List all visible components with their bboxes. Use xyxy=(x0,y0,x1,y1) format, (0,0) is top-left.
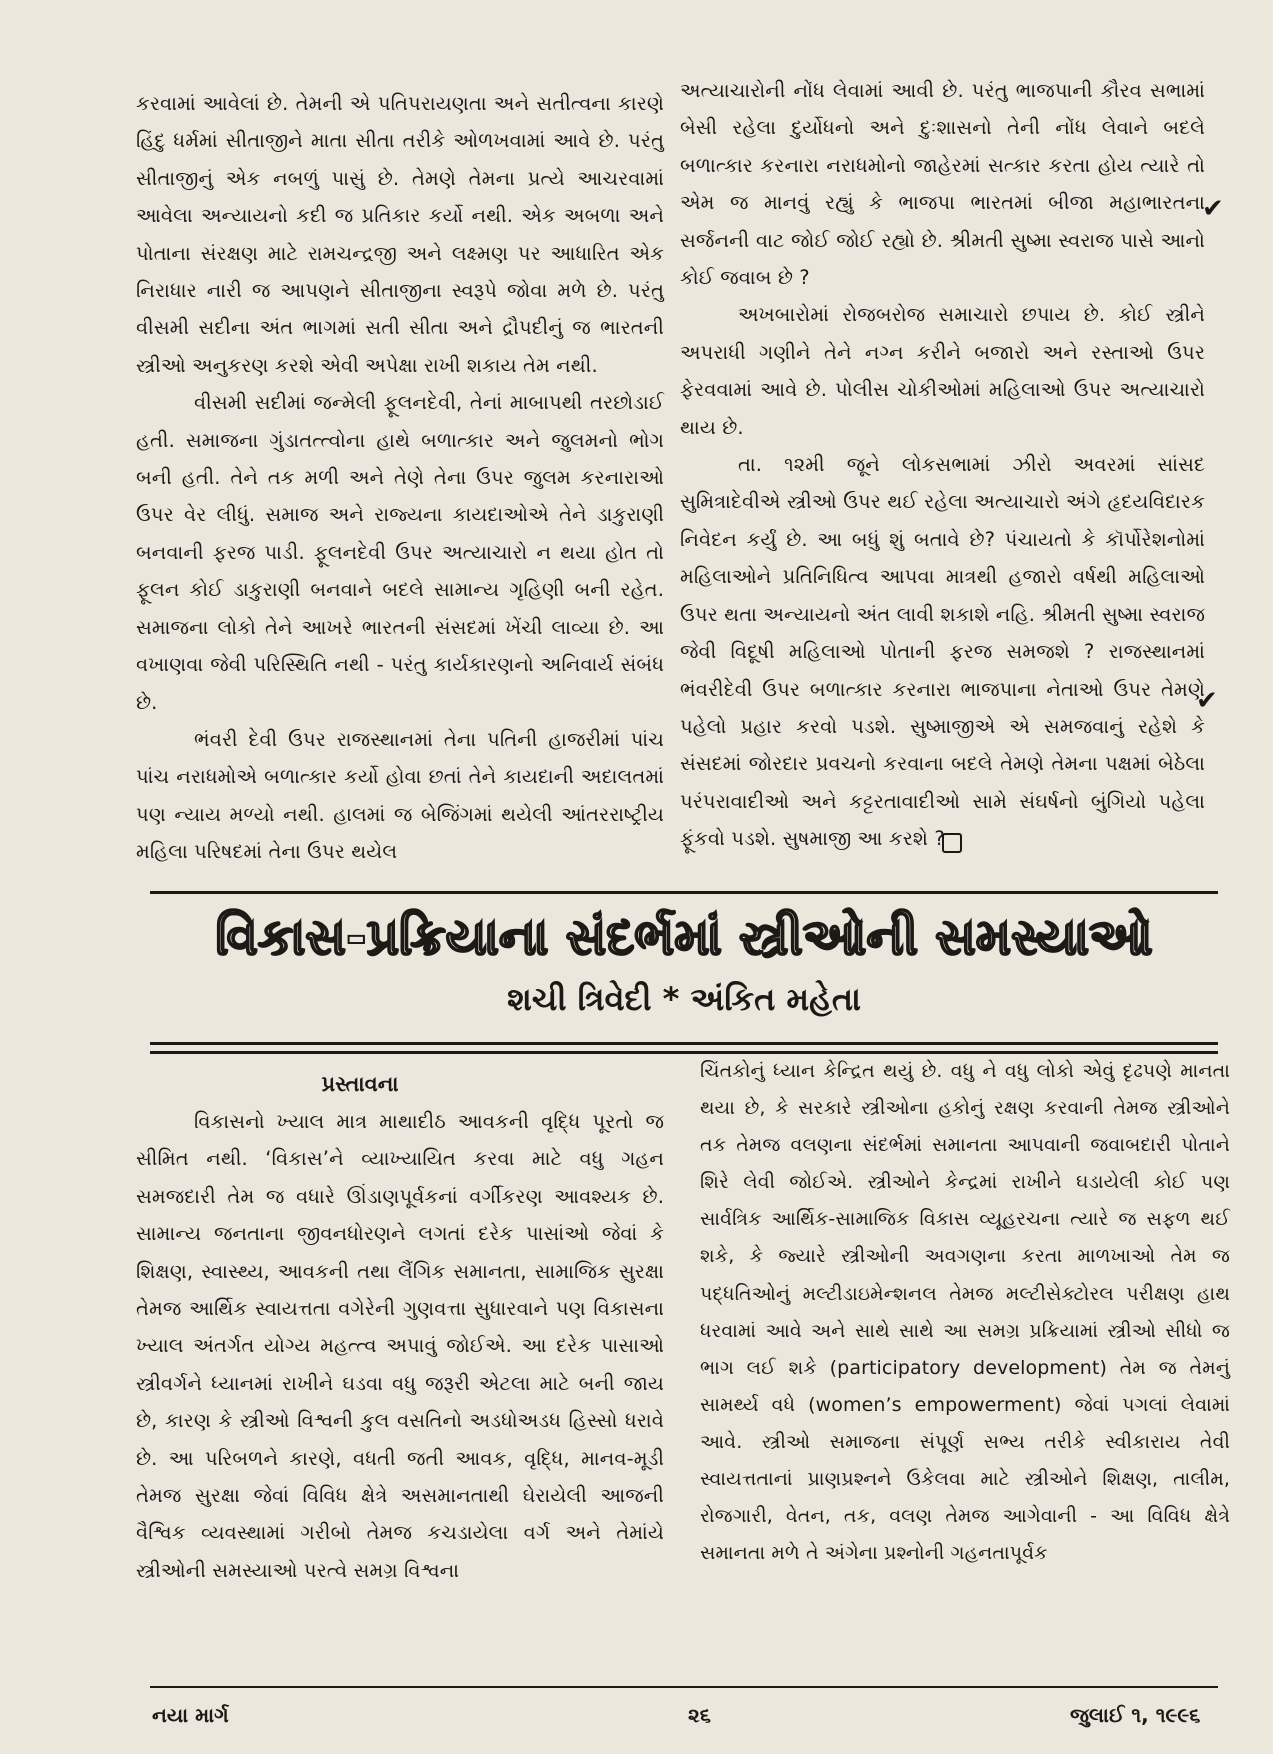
paragraph: ચિંતકોનું ધ્યાન કેન્દ્રિત થયું છે. વધુ ને વધુ લોકો એવું દૃઢપણે માનતા થયા છે, કે સરકારે સ્ત્રીઓના હકોનું રક્ષણ કરવાની તેમજ સ્ત્રીઓને તક તેમજ વલણના સંદર્ભમાં સમાનતા આપવાની જવાબદારી પોતાને શિરે લેવી જોઈએ. સ્ત્રીઓને કેન્દ્રમાં રાખીને ઘડાયેલી કોઈ પણ સાર્વત્રિક આર્થિક-સામાજિક વિકાસ વ્યૂહરચના ત્યારે જ સફળ થઈ શકે, કે જ્યારે સ્ત્રીઓની અવગણના કરતા માળખાઓ તેમ જ પદ્ધતિઓનું મલ્ટીડાઇમેન્શનલ તેમજ મલ્ટીસેક્ટોરલ પરીક્ષણ હાથ ધરવામાં આવે અને સાથે સાથે આ સમગ્ર પ્રક્રિયામાં સ્ત્રીઓ સીધો જ ભાગ લઈ શકે (participatory development) તેમ જ તેમનું સામર્થ્ય વધે (women’s empowerment) જેવાં પગલાં લેવામાં આવે. સ્ત્રીઓ સમાજના સંપૂર્ણ સભ્ય તરીકે સ્વીકારાય તેવી સ્વાયત્તતાનાં પ્રાણપ્રશ્નને ઉકેલવા માટે સ્ત્રીઓને શિક્ષણ, તાલીમ, રોજગારી, વેતન, તક, વલણ તેમજ આગેવાની - આ વિવિધ ક્ષેત્રે સમાનતા મળે તે અંગેના પ્રશ્નોની ગહનતાપૂર્વક xyxy=(700,1060,1230,1565)
section-heading: પ્રસ્તાવના xyxy=(321,1072,399,1096)
paragraph: અત્યાચારોની નોંધ લેવામાં આવી છે. પરંતુ ભાજપાની કૌરવ સભામાં બેસી રહેલા દુર્યોધનો અને દુઃશાસનો તેની નોંધ લેવાને બદલે બળાત્કાર કરનારા નરાધમોનો જાહેરમાં સત્કાર કરતા હોય ત્યારે તો એમ જ માનવું રહ્યું કે ભાજપા ભારતમાં બીજા મહાભારતના સર્જનની વાટ જોઈ જોઈ રહ્યો છે. શ્રીમતી સુષ્મા સ્વરાજ પાસે આનો કોઈ જવાબ છે ? xyxy=(680,79,1205,290)
previous-article-right-column xyxy=(680,72,1205,858)
end-of-article-box-icon xyxy=(942,833,962,853)
paragraph: વીસમી સદીમાં જન્મેલી ફૂલનદેવી, તેનાં માબાપથી તરછોડાઈ હતી. સમાજના ગુંડાતત્ત્વોના હાથે બળાત્કાર અને જુલમનો ભોગ બની હતી. તેને તક મળી અને તેણે તેના ઉપર જુલમ કરનારાઓ ઉપર વેર લીધું. સમાજ અને રાજ્યના કાયદાઓએ તેને ડાકુરાણી બનવાની ફરજ પાડી. ફૂલનદેવી ઉપર અત્યાચારો ન થયા હોત તો ફૂલન કોઈ ડાકુરાણી બનવાને બદલે સામાન્ય ગૃહિણી બની રહેત. સમાજના લોકો તેને આખરે ભારતની સંસદમાં ખેંચી લાવ્યા છે. આ વખાણવા જેવી પરિસ્થિતિ નથી - પરંતુ કાર્યકારણનો અનિવાર્ય સંબંધ છે. xyxy=(136,391,664,714)
article-authors: શચી ત્રિવેદી * અંકિત મહેતા xyxy=(507,980,861,1018)
article-left-column xyxy=(136,1065,664,1589)
paragraph: તા. ૧૨મી જૂને લોકસભામાં ઝીરો અવરમાં સાંસદ સુમિત્રાદેવીએ સ્ત્રીઓ ઉપર થઈ રહેલા અત્યાચારો અંગે હૃદયવિદારક નિવેદન કર્યું છે. આ બધું શું બતાવે છે? પંચાયતો કે કૉર્પોરેશનોમાં મહિલાઓને પ્રતિનિધિત્વ આપવા માત્રથી હજારો વર્ષથી મહિલાઓ ઉપર થતા અન્યાયનો અંત લાવી શકાશે નહિ. શ્રીમતી સુષ્મા સ્વરાજ જેવી વિદૂષી મહિલાઓ પોતાની ફરજ સમજશે ? રાજસ્થાનમાં ભંવરીદેવી ઉપર બળાત્કાર કરનારા ભાજપાના નેતાઓ ઉપર તેમણે પહેલો પ્રહાર કરવો પડશે. સુષ્માજીએ એ સમજવાનું રહેશે કે સંસદમાં જોરદાર પ્રવચનો કરવાના બદલે તેમણે તેમના પક્ષમાં બેઠેલા પરંપરાવાદીઓ અને કટ્ટરતાવાદીઓ સામે સંઘર્ષનો બુંગિયો પહેલા ફૂંકવો પડશે. સુષમાજી આ કરશે ? xyxy=(680,453,1205,851)
page-number: ૨૬ xyxy=(688,1703,711,1727)
section-divider xyxy=(150,891,1218,894)
article-right-column xyxy=(700,1053,1230,1572)
paragraph: ભંવરી દેવી ઉપર રાજસ્થાનમાં તેના પતિની હાજરીમાં પાંચ પાંચ નરાધમોએ બળાત્કાર કર્યો હોવા છતાં તેને કાયદાની અદાલતમાં પણ ન્યાય મળ્યો નથી. હાલમાં જ બેજિંગમાં થયેલી આંતરરાષ્ટ્રીય મહિલા પરિષદમાં તેના ઉપર થયેલ xyxy=(136,727,664,864)
margin-tick-icon: ✔ xyxy=(1202,194,1224,224)
issue-date: જુલાઈ ૧, ૧૯૯૬ xyxy=(1070,1703,1201,1727)
article-title: વિકાસ-પ્રક્રિયાના સંદર્ભમાં સ્ત્રીઓની સમસ્યાઓ xyxy=(215,908,1153,966)
margin-tick-icon: ✔ xyxy=(1196,686,1218,716)
double-rule-top xyxy=(150,1042,1218,1045)
paragraph: કરવામાં આવેલાં છે. તેમની એ પતિપરાયણતા અને સતીત્વના કારણે હિંદુ ધર્મમાં સીતાજીને માતા સીતા તરીકે ઓળખવામાં આવે છે. પરંતુ સીતાજીનું એક નબળું પાસું છે. તેમણે તેમના પ્રત્યે આચરવામાં આવેલા અન્યાયનો કદી જ પ્રતિકાર કર્યો નથી. એક અબળા અને પોતાના સંરક્ષણ માટે રામચન્દ્રજી અને લક્ષ્મણ પર આધારિત એક નિરાધાર નારી જ આપણને સીતાજીના સ્વરૂપે જોવા મળે છે. પરંતુ વીસમી સદીના અંત ભાગમાં સતી સીતા અને દ્રૌપદીનું જ ભારતની સ્ત્રીઓ અનુકરણ કરશે એવી અપેક્ષા રાખી શકાય તેમ નથી. xyxy=(136,92,664,377)
previous-article-left-column xyxy=(136,85,664,871)
paragraph: અખબારોમાં રોજબરોજ સમાચારો છપાય છે. કોઈ સ્ત્રીને અપરાધી ગણીને તેને નગ્ન કરીને બજારો અને રસ્તાઓ ઉપર ફેરવવામાં આવે છે. પોલીસ ચોકીઓમાં મહિલાઓ ઉપર અત્યાચારો થાય છે. xyxy=(680,303,1205,439)
paragraph: વિકાસનો ખ્યાલ માત્ર માથાદીઠ આવકની વૃદ્ધિ પૂરતો જ સીમિત નથી. ‘વિકાસ’ને વ્યાખ્યાયિત કરવા માટે વધુ ગહન સમજદારી તેમ જ વધારે ઊંડાણપૂર્વકનાં વર્ગીકરણ આવશ્યક છે. સામાન્ય જનતાના જીવનધોરણને લગતાં દરેક પાસાંઓ જેવાં કે શિક્ષણ, સ્વાસ્થ્ય, આવકની તથા લૈંગિક સમાનતા, સામાજિક સુરક્ષા તેમજ આર્થિક સ્વાયત્તતા વગેરેની ગુણવત્તા સુધારવાને પણ વિકાસના ખ્યાલ અંતર્ગત યોગ્ય મહત્ત્વ અપાવું જોઈએ. આ દરેક પાસાઓ સ્ત્રીવર્ગને ધ્યાનમાં રાખીને ઘડવા વધુ જરૂરી એટલા માટે બની જાય છે, કારણ કે સ્ત્રીઓ વિશ્વની કુલ વસતિનો અડધોઅડધ હિસ્સો ધરાવે છે. આ પરિબળને કારણે, વધતી જતી આવક, વૃદ્ધિ, માનવ-મૂડી તેમજ સુરક્ષા જેવાં વિવિધ ક્ષેત્રે અસમાનતાથી ઘેરાયેલી આજની વૈશ્વિક વ્યવસ્થામાં ગરીબો તેમજ કચડાયેલા વર્ગ અને તેમાંયે સ્ત્રીઓની સમસ્યાઓ પરત્વે સમગ્ર વિશ્વના xyxy=(136,1110,664,1582)
magazine-name: નયા માર્ગ xyxy=(152,1703,229,1727)
footer-rule xyxy=(150,1686,1218,1688)
